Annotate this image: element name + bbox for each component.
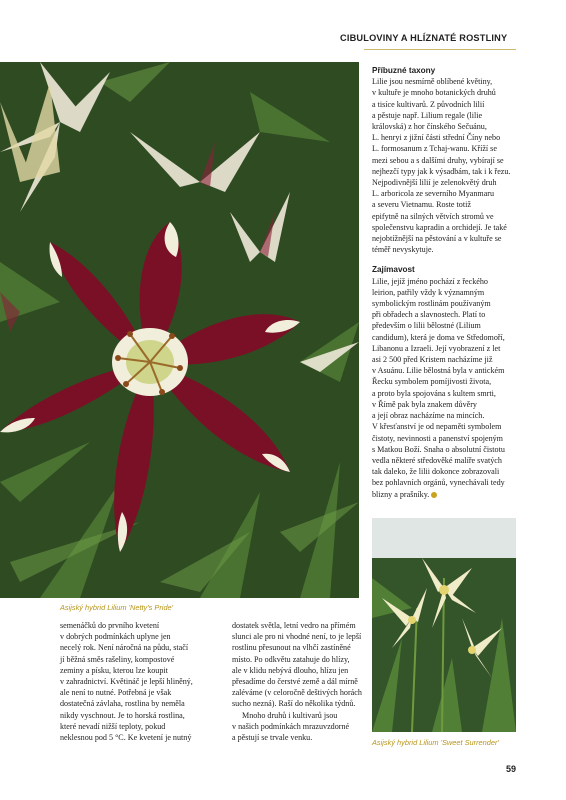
bottom-left-text-column xyxy=(60,620,212,743)
end-of-article-dot-icon xyxy=(431,492,437,498)
text-line: zeminy a písku, kterou lze koupit xyxy=(60,665,168,675)
secondary-lily-photo xyxy=(372,518,516,732)
text-line: Lilie jsou nesmírně oblíbené květiny, xyxy=(372,77,493,87)
text-line: slunci ale pro ni vhodné není, to je lepší xyxy=(232,632,362,642)
text-line: v dobrých podmínkách uplyne jen xyxy=(60,632,171,642)
secondary-photo-caption: Asijský hybrid Lilium 'Sweet Surrender' xyxy=(372,738,499,747)
text-line: leirion, patřily vždy k významným xyxy=(372,287,485,297)
text-line: nejhezčí typy jak k výsadbám, tak i k řezu. xyxy=(372,166,511,176)
text-line: rostlinu přesunout na vlhčí zastíněné xyxy=(232,643,351,653)
text-line: které nevadí nižší teploty, pokud xyxy=(60,721,166,731)
text-line: společenstvu kapradin a orchidejí. Je také xyxy=(372,222,507,232)
text-line: Mnoho druhů i kultivarů jsou xyxy=(242,710,338,720)
header-rule xyxy=(364,49,516,50)
running-header: CIBULOVINY A HLÍZNATÉ ROSTLINY xyxy=(340,33,508,43)
text-line: a severu Vietnamu. Roste totiž xyxy=(372,200,471,210)
text-line: L. henryi z jižní části střední Číny nebo xyxy=(372,133,501,143)
text-line: L. arboricola ze severního Myanmaru xyxy=(372,189,495,199)
section-heading-trivia: Zajímavost xyxy=(372,265,415,275)
text-line: především o lilii bělostné (Lilium xyxy=(372,321,481,331)
text-line: ale v klidu nebývá dlouho, hlízu jen xyxy=(232,665,349,675)
text-line: v Asuánu. Lilie bělostná byla v antickém xyxy=(372,366,505,376)
text-line: necelý rok. Není náročná na půdu, stačí xyxy=(60,643,189,653)
lily-illustration xyxy=(0,62,359,598)
text-line: epifytně na silných větvích stromů ve xyxy=(372,211,494,221)
text-line: Libanonu a Izraeli. Její vyobrazení z let xyxy=(372,343,501,353)
text-line: při obřadech a slavnostech. Platí to xyxy=(372,310,486,320)
text-line: přesadíme do čerstvé země a dál mírně xyxy=(232,677,358,687)
text-line: bez pohlavních orgánů, vynechávali tedy xyxy=(372,478,505,488)
text-line: candidum), která je doma ve Středomoří, xyxy=(372,332,505,342)
text-line: a její obraz nacházíme na mincích. xyxy=(372,411,485,421)
text-line: Nejpodivnější lilií je zelenokvětý druh xyxy=(372,178,497,188)
text-line: a pěstují se trvale venku. xyxy=(232,733,313,743)
text-line-last xyxy=(372,489,518,500)
text-line: a tisíce kultivarů. Z původních lilií xyxy=(372,99,485,109)
text-line: L. formosanum z Tchaj-wanu. Kříží se xyxy=(372,144,497,154)
text-line: v kultuře je mnoho botanických druhů xyxy=(372,88,496,98)
text-line: asi 2 500 před Kristem nacházíme již xyxy=(372,355,493,365)
text-line: zaléváme (v celoročně deštivých horách xyxy=(232,688,362,698)
main-lily-photo xyxy=(0,62,359,598)
text-line: v našich podmínkách mrazuvzdorné xyxy=(232,721,350,731)
page-number: 59 xyxy=(506,764,517,774)
text-line: symbolickým rostlinám používaným xyxy=(372,299,491,309)
text-line: téměř nevyskytuje. xyxy=(372,245,434,255)
lily-illustration-small xyxy=(372,518,516,732)
text-line: a proto byla spojována s kultem smrti, xyxy=(372,388,496,398)
text-line: tak daleko, že lilii dokonce zobrazovali xyxy=(372,467,500,477)
text-line: v Římě pak byla znakem důvěry xyxy=(372,399,477,409)
text-line: nejobtížnější na pěstování a v kultuře se xyxy=(372,234,502,244)
text-line: neklesnou pod 5 °C. Ke kvetení je nutný xyxy=(60,733,192,743)
text-line: dostatek světla, letní vedro na přímém xyxy=(232,621,356,630)
trivia-text xyxy=(372,276,518,500)
text-line: blizny a prašníky. xyxy=(372,489,430,499)
text-line: Lilie, jejíž jméno pochází z řeckého xyxy=(372,276,488,286)
text-line: s Matkou Boží. Snaha o absolutní čistotu xyxy=(372,444,505,454)
bottom-middle-text-column xyxy=(232,620,360,743)
text-line: V křesťanství je od nepaměti symbolem xyxy=(372,422,502,432)
text-line: dostatečná závlaha, rostlina by neměla xyxy=(60,699,185,709)
text-line: v zahradnictví. Květináč je lepší hliněný, xyxy=(60,677,193,687)
text-line: mezi sebou a s dalšími druhy, vybírají se xyxy=(372,155,504,165)
text-line: a pěstuje např. Lilium regale (lilie xyxy=(372,110,483,120)
section-heading-related-taxa: Příbuzné taxony xyxy=(372,66,436,75)
related-taxa-text xyxy=(372,76,518,255)
text-line: čistoty, nevinnosti a panenství spojeným xyxy=(372,433,503,443)
text-line: místo. Po odkvětu zatahuje do hlízy, xyxy=(232,654,350,664)
text-line: vedla některé středověké malíře svatých xyxy=(372,455,502,465)
text-line: nikdy vyschnout. Je to horská rostlina, xyxy=(60,710,185,720)
text-line: Řecku symbolem pomíjivosti života, xyxy=(372,377,492,387)
right-text-column xyxy=(372,65,518,500)
text-line: jí běžná směs rašeliny, kompostové xyxy=(60,654,175,664)
main-photo-caption: Asijský hybrid Lilium 'Netty's Pride' xyxy=(60,603,174,612)
text-line: semenáčků do prvního kvetení xyxy=(60,621,160,630)
text-line: sucho nezná). Raší do několika týdnů. xyxy=(232,699,356,709)
text-line: královská) z hor čínského Sečuánu, xyxy=(372,122,487,132)
text-line: ale není to nutné. Potřebná je však xyxy=(60,688,172,698)
